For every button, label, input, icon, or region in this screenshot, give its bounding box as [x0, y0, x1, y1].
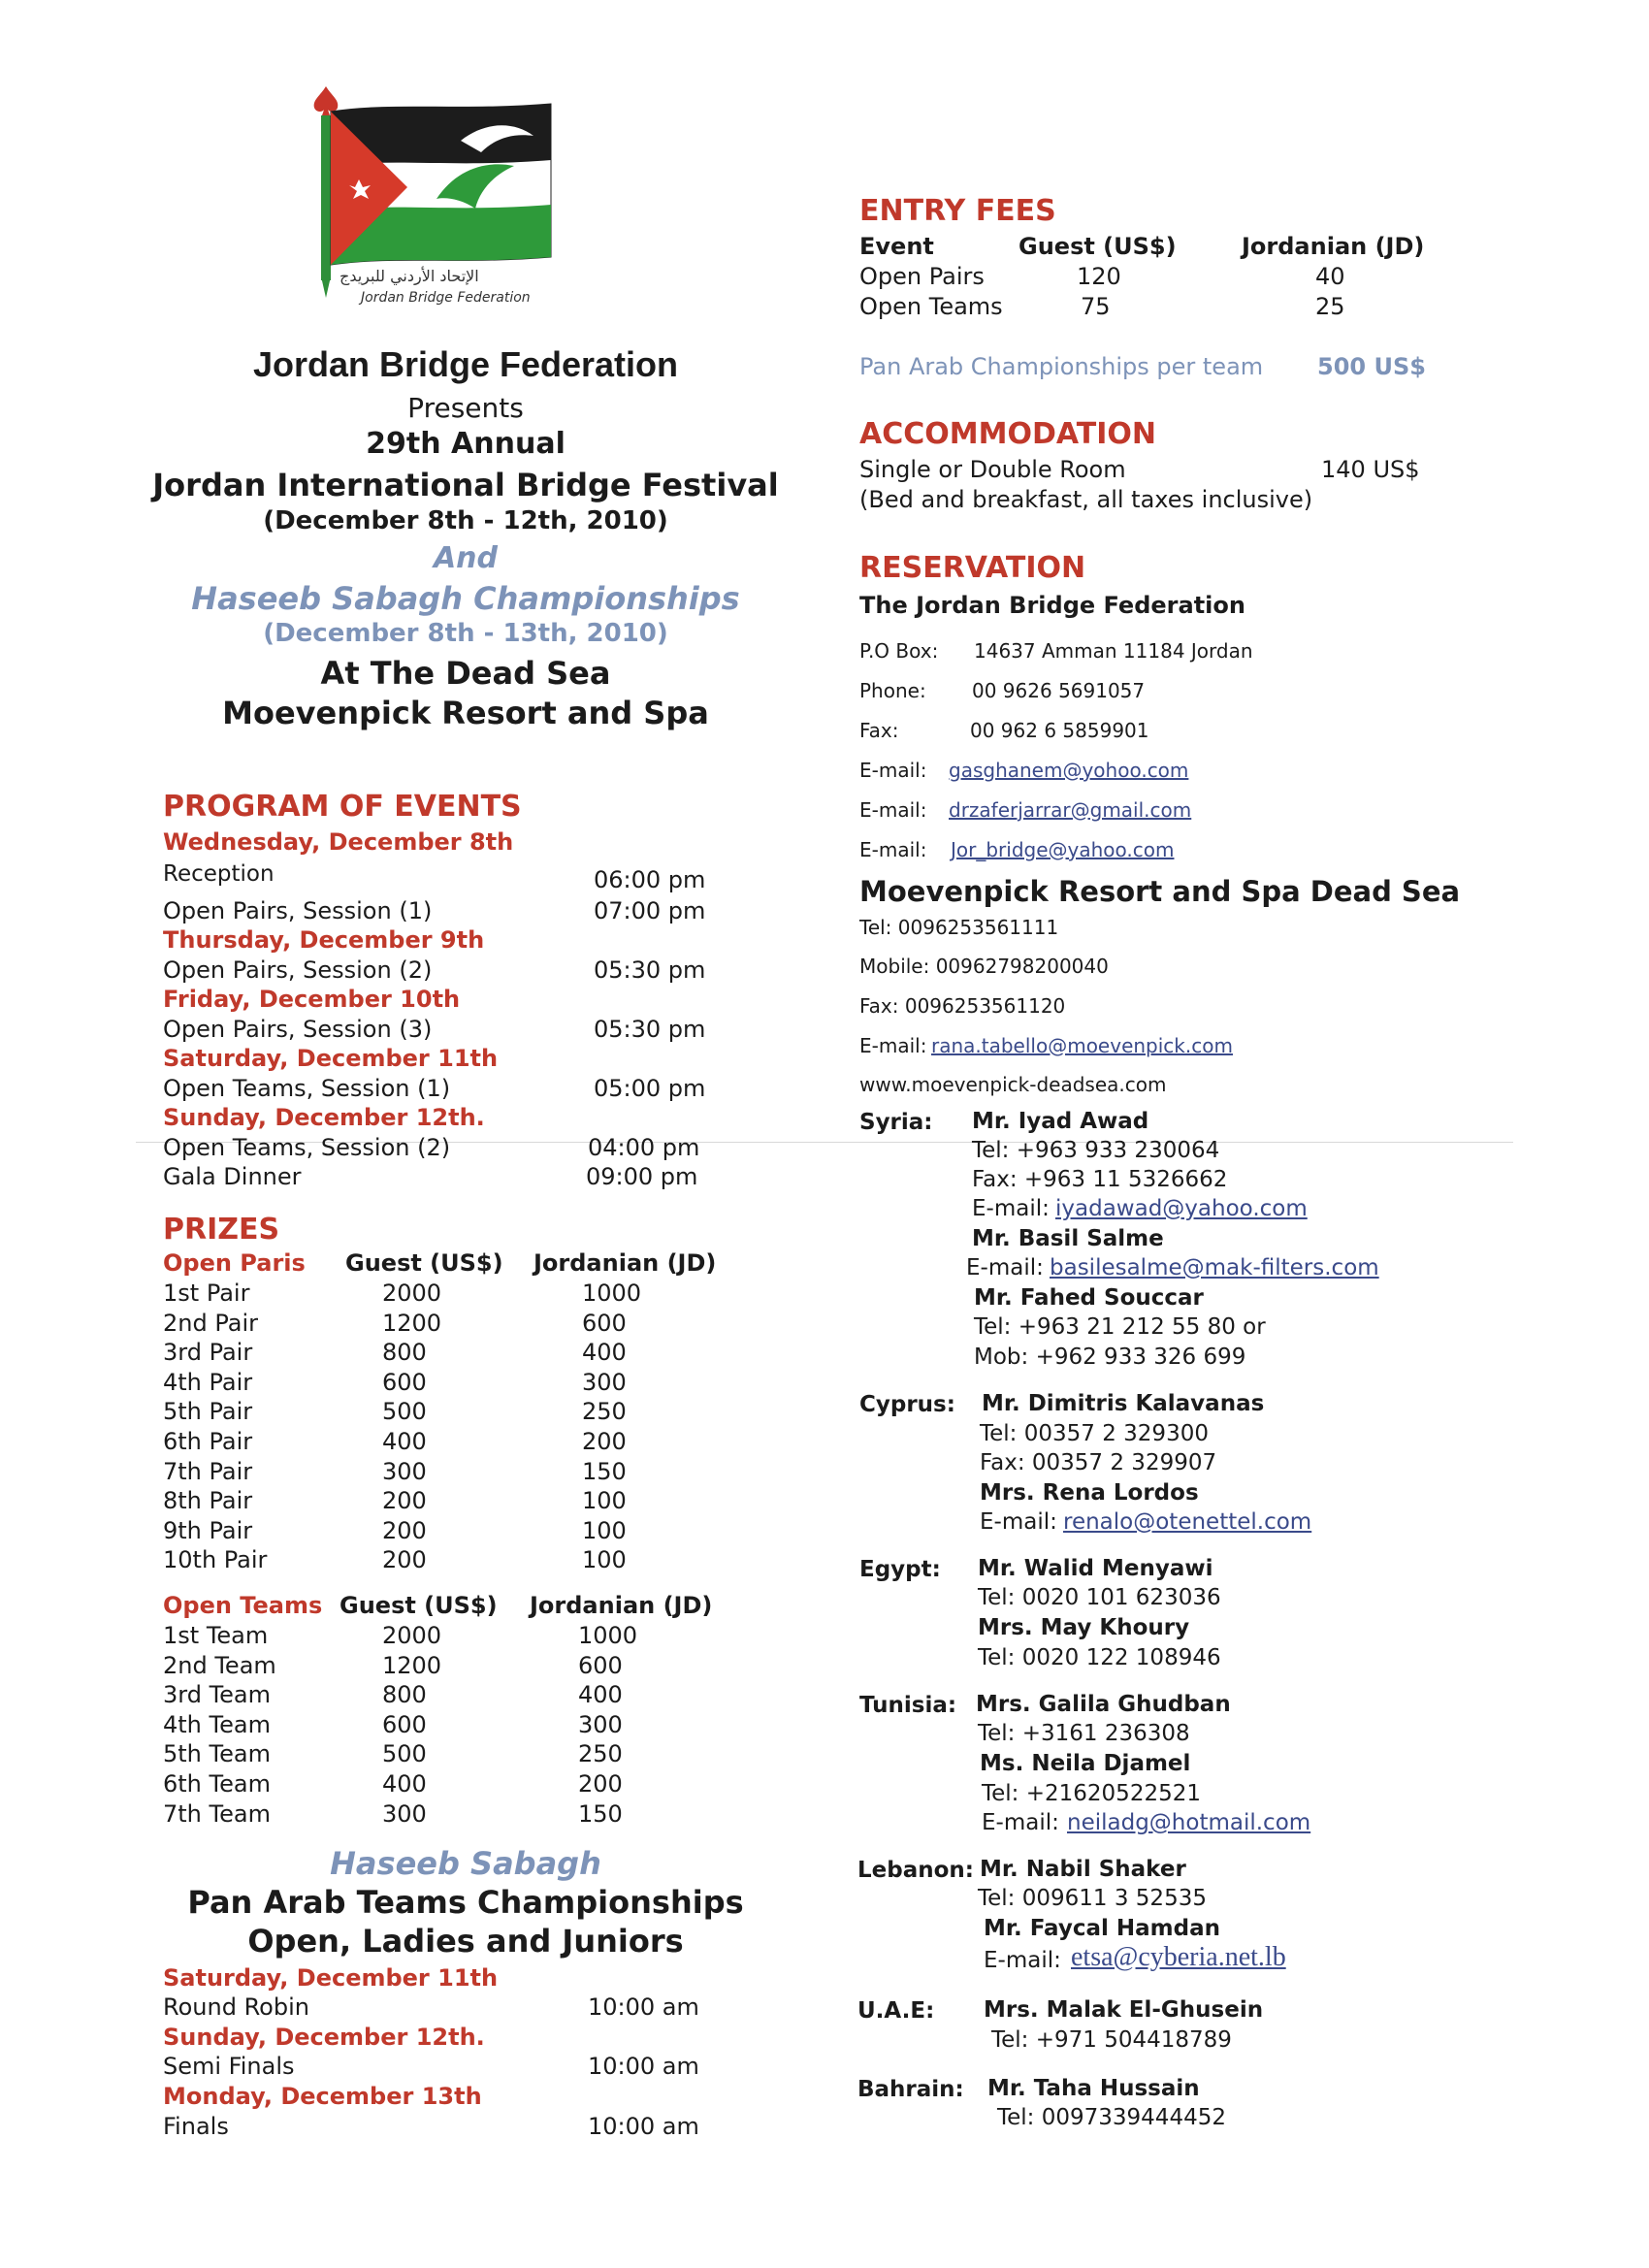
program-day: Wednesday, December 8th [163, 828, 514, 856]
contact-tel: Tel: 0020 122 108946 [978, 1645, 1221, 1670]
prize-pair-jordanian: 400 [582, 1339, 627, 1367]
logo-caption-english: Jordan Bridge Federation [361, 290, 531, 306]
contact-name: Mr. Faycal Hamdan [984, 1916, 1221, 1941]
prize-team-place: 7th Team [163, 1799, 271, 1828]
contact-name: Mrs. May Khoury [978, 1615, 1190, 1640]
contact-email-label: E-mail: [984, 1948, 1061, 1973]
country-label: Syria: [859, 1110, 933, 1135]
program-event: Open Teams, Session (1) [163, 1075, 451, 1102]
contact-name: Mr. Iyad Awad [972, 1109, 1149, 1134]
contact-name: Mrs. Galila Ghudban [976, 1692, 1231, 1717]
program-time: 05:30 pm [594, 956, 706, 984]
prize-pair-guest: 200 [382, 1546, 427, 1574]
contact-name: Mr. Walid Menyawi [978, 1556, 1213, 1581]
championships-dates: (December 8th - 13th, 2010) [263, 619, 668, 648]
contact-email-link[interactable]: renalo@otenettel.com [1063, 1509, 1312, 1535]
contact-name: Mr. Taha Hussain [987, 2076, 1200, 2101]
reservation-email-label: E-mail: [859, 759, 927, 782]
contact-fax: Fax: 00357 2 329907 [980, 1450, 1217, 1475]
prize-team-jordanian: 250 [578, 1740, 623, 1768]
prize-pair-jordanian: 300 [582, 1368, 627, 1396]
festival-title: Jordan International Bridge Festival [152, 467, 779, 503]
pan-arab-time: 10:00 am [588, 2053, 699, 2080]
program-time: 05:00 pm [594, 1075, 706, 1102]
country-label: Lebanon: [857, 1858, 974, 1883]
reservation-phone: 00 9626 5691057 [972, 679, 1146, 702]
prize-pair-guest: 600 [382, 1368, 427, 1396]
prizes-pairs-header-jordanian: Jordanian (JD) [534, 1249, 717, 1277]
reservation-email-label: E-mail: [859, 798, 927, 822]
prize-team-jordanian: 300 [578, 1710, 623, 1738]
hotel-website[interactable]: www.moevenpick-deadsea.com [859, 1073, 1167, 1096]
contact-email-link[interactable]: etsa@cyberia.net.lb [1071, 1942, 1286, 1972]
fees-header-event: Event [859, 233, 934, 260]
prize-team-guest: 500 [382, 1740, 427, 1768]
pan-arab-day: Saturday, December 11th [163, 1964, 499, 1992]
contact-email-link[interactable]: iyadawad@yahoo.com [1055, 1196, 1308, 1221]
prize-pair-place: 8th Pair [163, 1487, 253, 1515]
reservation-email-link[interactable]: drzaferjarrar@gmail.com [949, 798, 1192, 822]
contact-name: Mrs. Rena Lordos [980, 1480, 1199, 1506]
reservation-title: RESERVATION [859, 551, 1086, 585]
prize-pair-place: 7th Pair [163, 1457, 253, 1485]
fees-header-guest: Guest (US$) [1018, 233, 1177, 260]
federation-logo [291, 82, 582, 335]
contact-email-label: E-mail: [972, 1196, 1050, 1221]
prizes-title: PRIZES [163, 1213, 280, 1247]
country-label: U.A.E: [857, 1998, 935, 2024]
prize-pair-place: 1st Pair [163, 1280, 250, 1307]
prize-team-guest: 2000 [382, 1622, 442, 1649]
country-label: Cyprus: [859, 1392, 955, 1417]
hotel-email-label: E-mail: [859, 1034, 927, 1057]
contact-tel: Tel: +963 933 230064 [972, 1138, 1220, 1163]
fees-row-event: Open Teams [859, 293, 1003, 320]
contact-email-link[interactable]: basilesalme@mak-filters.com [1050, 1255, 1379, 1280]
reservation-pobox-label: P.O Box: [859, 639, 939, 663]
reservation-org: The Jordan Bridge Federation [859, 592, 1245, 619]
contact-tel: Tel: +21620522521 [982, 1781, 1201, 1806]
pan-arab-line-1: Pan Arab Teams Championships [187, 1884, 744, 1921]
fees-row-guest: 120 [1077, 263, 1121, 290]
contact-tel: Tel: +963 21 212 55 80 or [974, 1314, 1266, 1340]
pan-arab-event: Semi Finals [163, 2053, 295, 2080]
prize-team-guest: 800 [382, 1681, 427, 1709]
pan-arab-time: 10:00 am [588, 2113, 699, 2140]
prizes-pairs-header-event: Open Paris [163, 1249, 306, 1277]
prize-pair-guest: 300 [382, 1457, 427, 1485]
program-time: 06:00 pm [594, 866, 706, 893]
fees-row-guest: 75 [1081, 293, 1111, 320]
prize-pair-guest: 1200 [382, 1309, 442, 1337]
program-day: Sunday, December 12th. [163, 1104, 485, 1131]
contact-name: Mr. Nabil Shaker [980, 1857, 1186, 1882]
reservation-email-link[interactable]: gasghanem@yohoo.com [949, 759, 1189, 782]
program-time: 04:00 pm [588, 1134, 700, 1161]
prize-pair-guest: 2000 [382, 1280, 442, 1307]
pan-arab-event: Round Robin [163, 1993, 309, 2021]
federation-title: Jordan Bridge Federation [252, 344, 679, 384]
prizes-teams-header-jordanian: Jordanian (JD) [530, 1592, 713, 1619]
fees-pan-arab-value: 500 US$ [1317, 353, 1426, 380]
hotel-mobile: Mobile: 00962798200040 [859, 955, 1109, 978]
contact-email-link[interactable]: neiladg@hotmail.com [1067, 1810, 1311, 1835]
contact-email-label: E-mail: [982, 1810, 1059, 1835]
program-day: Friday, December 10th [163, 986, 461, 1013]
contact-tel: Tel: +971 504418789 [991, 2027, 1232, 2053]
program-day: Thursday, December 9th [163, 926, 485, 954]
prize-team-guest: 1200 [382, 1651, 442, 1679]
contact-tel: Tel: 0097339444452 [997, 2105, 1226, 2130]
country-label: Egypt: [859, 1557, 941, 1582]
prize-pair-jordanian: 1000 [582, 1280, 642, 1307]
contact-mobile: Mob: +962 933 326 699 [974, 1345, 1246, 1370]
program-day: Saturday, December 11th [163, 1045, 499, 1072]
contact-tel: Tel: 0020 101 623036 [978, 1585, 1221, 1610]
contact-fax: Fax: +963 11 5326662 [972, 1167, 1228, 1192]
hotel-tel: Tel: 0096253561111 [859, 916, 1059, 939]
program-title: PROGRAM OF EVENTS [163, 790, 522, 824]
prize-team-guest: 300 [382, 1799, 427, 1828]
championships-title: Haseeb Sabagh Championships [191, 580, 740, 617]
prize-team-place: 2nd Team [163, 1651, 276, 1679]
prize-team-place: 5th Team [163, 1740, 271, 1768]
accommodation-note: (Bed and breakfast, all taxes inclusive) [859, 486, 1313, 513]
contact-tel: Tel: 009611 3 52535 [978, 1886, 1207, 1911]
prize-pair-place: 9th Pair [163, 1516, 253, 1544]
contact-name: Mr. Dimitris Kalavanas [982, 1391, 1265, 1416]
pan-arab-name: Haseeb Sabagh [330, 1845, 601, 1882]
contact-name: Mr. Fahed Souccar [974, 1285, 1204, 1311]
prize-team-guest: 600 [382, 1710, 427, 1738]
pan-arab-day: Monday, December 13th [163, 2083, 482, 2110]
pan-arab-time: 10:00 am [588, 1993, 699, 2021]
prize-pair-jordanian: 100 [582, 1546, 627, 1574]
prize-pair-place: 6th Pair [163, 1428, 253, 1455]
fees-pan-arab-label: Pan Arab Championships per team [859, 353, 1264, 380]
prize-team-guest: 400 [382, 1770, 427, 1798]
venue-line-2: Moevenpick Resort and Spa [222, 695, 709, 731]
contact-name: Ms. Neila Djamel [980, 1751, 1191, 1776]
prize-pair-jordanian: 250 [582, 1398, 627, 1426]
prizes-pairs-header-guest: Guest (US$) [345, 1249, 503, 1277]
venue-line-1: At The Dead Sea [320, 655, 611, 692]
prize-team-jordanian: 150 [578, 1799, 623, 1828]
prize-pair-guest: 800 [382, 1339, 427, 1367]
prize-pair-jordanian: 100 [582, 1516, 627, 1544]
pan-arab-event: Finals [163, 2113, 229, 2140]
reservation-pobox: 14637 Amman 11184 Jordan [974, 639, 1253, 663]
contact-name: Mr. Basil Salme [972, 1226, 1164, 1251]
contact-tel: Tel: +3161 236308 [978, 1721, 1190, 1746]
logo-caption-arabic: الإتحاد الأردني للبريدج [340, 267, 479, 285]
reservation-fax: 00 962 6 5859901 [970, 719, 1149, 742]
reservation-email-label: E-mail: [859, 838, 927, 861]
accommodation-price: 140 US$ [1321, 456, 1420, 483]
program-event: Open Teams, Session (2) [163, 1134, 451, 1161]
fees-row-event: Open Pairs [859, 263, 985, 290]
hotel-email-link[interactable]: rana.tabello@moevenpick.com [931, 1034, 1233, 1057]
presents-text: Presents [407, 392, 524, 424]
program-event: Gala Dinner [163, 1163, 302, 1190]
program-time: 05:30 pm [594, 1016, 706, 1043]
program-event: Open Pairs, Session (1) [163, 897, 433, 924]
edition-title: 29th Annual [366, 427, 566, 461]
prize-pair-place: 10th Pair [163, 1546, 268, 1574]
fees-row-jordanian: 40 [1315, 263, 1345, 290]
reservation-fax-label: Fax: [859, 719, 899, 742]
prize-team-place: 4th Team [163, 1710, 271, 1738]
country-label: Tunisia: [859, 1693, 957, 1718]
contact-email-label: E-mail: [980, 1509, 1057, 1535]
contact-name: Mrs. Malak El-Ghusein [984, 1997, 1264, 2023]
prize-pair-place: 4th Pair [163, 1368, 253, 1396]
prize-pair-jordanian: 150 [582, 1457, 627, 1485]
contact-tel: Tel: 00357 2 329300 [980, 1421, 1209, 1446]
prize-team-jordanian: 200 [578, 1770, 623, 1798]
prize-team-jordanian: 600 [578, 1651, 623, 1679]
prize-pair-guest: 200 [382, 1487, 427, 1515]
prize-pair-guest: 500 [382, 1398, 427, 1426]
accommodation-title: ACCOMMODATION [859, 417, 1156, 451]
festival-dates: (December 8th - 12th, 2010) [263, 506, 668, 535]
prize-pair-place: 2nd Pair [163, 1309, 258, 1337]
prize-pair-jordanian: 100 [582, 1487, 627, 1515]
prizes-teams-header-event: Open Teams [163, 1592, 323, 1619]
prize-team-place: 1st Team [163, 1622, 269, 1649]
prize-pair-jordanian: 600 [582, 1309, 627, 1337]
pan-arab-line-2: Open, Ladies and Juniors [247, 1923, 684, 1960]
prize-team-jordanian: 400 [578, 1681, 623, 1709]
program-event: Reception [163, 861, 275, 887]
prize-pair-place: 3rd Pair [163, 1339, 253, 1367]
hotel-fax: Fax: 0096253561120 [859, 994, 1066, 1018]
fees-row-jordanian: 25 [1315, 293, 1345, 320]
program-event: Open Pairs, Session (3) [163, 1016, 433, 1043]
prize-team-place: 6th Team [163, 1770, 271, 1798]
accommodation-room: Single or Double Room [859, 456, 1126, 483]
hotel-name: Moevenpick Resort and Spa Dead Sea [859, 875, 1461, 908]
fees-title: ENTRY FEES [859, 194, 1056, 228]
program-time: 07:00 pm [594, 897, 706, 924]
fees-header-jordanian: Jordanian (JD) [1242, 233, 1425, 260]
and-text: And [433, 541, 499, 575]
program-event: Open Pairs, Session (2) [163, 956, 433, 984]
program-time: 09:00 pm [586, 1163, 698, 1190]
prizes-teams-header-guest: Guest (US$) [340, 1592, 498, 1619]
prize-pair-guest: 200 [382, 1516, 427, 1544]
pan-arab-day: Sunday, December 12th. [163, 2024, 485, 2051]
country-label: Bahrain: [857, 2077, 964, 2102]
prize-pair-guest: 400 [382, 1428, 427, 1455]
prize-pair-place: 5th Pair [163, 1398, 253, 1426]
prize-pair-jordanian: 200 [582, 1428, 627, 1455]
prize-team-jordanian: 1000 [578, 1622, 638, 1649]
reservation-phone-label: Phone: [859, 679, 926, 702]
contact-email-label: E-mail: [966, 1255, 1044, 1280]
reservation-email-link[interactable]: Jor_bridge@yahoo.com [951, 838, 1175, 861]
prize-team-place: 3rd Team [163, 1681, 272, 1709]
